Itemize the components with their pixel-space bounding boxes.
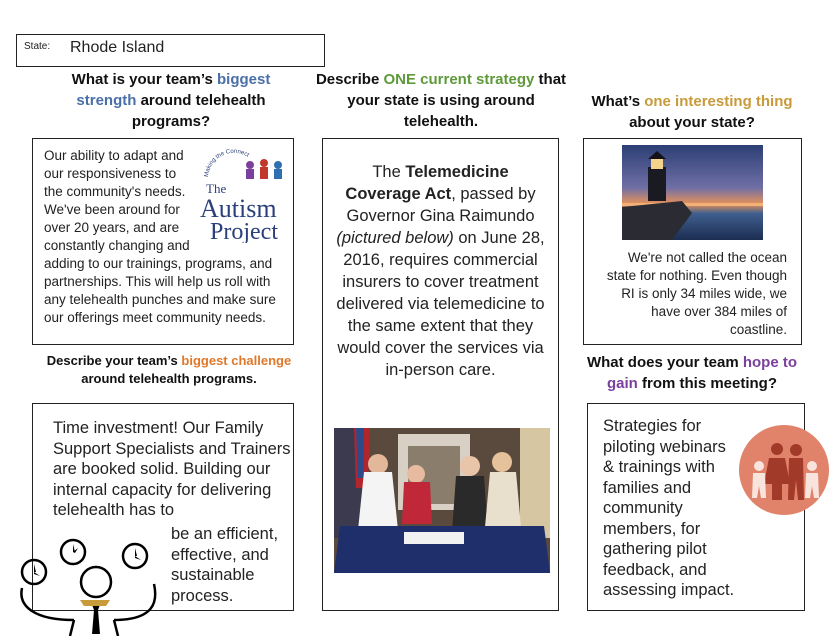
strength-box: [32, 138, 294, 345]
strategy-bold: Telemedicine Coverage Act: [345, 163, 509, 203]
state-value: Rhode Island: [70, 39, 165, 56]
clock-juggler-illustration: [14, 536, 162, 636]
strategy-body: The Telemedicine Coverage Act, passed by Governor Gina Raimundo (pictured below) on June 28, 2016, requires commercial insurers to cover treatment delivered via telemedicine to the same extent that they would cover the services via in-person care.: [336, 163, 545, 379]
interesting-box: [583, 138, 802, 345]
logo-line3: Project: [210, 219, 278, 243]
strategy-heading: Describe ONE current strategy that your state is using around telehealth.: [315, 71, 567, 130]
autism-project-logo: [196, 147, 292, 243]
hope-body: Strategies for piloting webinars & trainings with families and community members, for gathering pilot feedback, and assessing impact.: [603, 417, 735, 599]
challenge-body-top: Time investment! Our Family Support Specialists and Trainers are booked solid. Building our internal capacity for delivering telehealth has to: [53, 419, 291, 519]
hope-heading: What does your team hope to gain from this meeting?: [586, 354, 797, 392]
challenge-body-bottom: be an efficient, effective, and sustainable process.: [171, 525, 279, 605]
svg-text:Making the Connection: [196, 147, 250, 177]
state-box: [16, 34, 325, 67]
challenge-heading: Describe your team’s biggest challenge around telehealth programs.: [46, 353, 292, 386]
lighthouse-photo: [622, 145, 763, 240]
bill-signing-photo: [334, 428, 550, 573]
strategy-italic: (pictured below): [336, 229, 454, 247]
interesting-heading: What’s one interesting thing about your state?: [591, 93, 793, 131]
logo-line1: The: [206, 181, 227, 196]
strength-heading: What is your team’s biggest strength around telehealth programs?: [71, 71, 271, 130]
strength-text: Our ability to adapt and our responsiveness to the community's needs. We've been around for over 20 years, and are constantly changing and adding to our trainings, programs, and partnerships. This will help us roll with any telehealth punches and make sure our offerings meet community needs.: [44, 148, 276, 325]
state-label: State:: [24, 41, 51, 52]
logo-graphic: [196, 147, 292, 243]
logo-arc-text: Making the Connect: [203, 148, 250, 178]
strategy-box: [322, 138, 559, 611]
logo-line2: Autism: [200, 194, 277, 223]
strength-body: [44, 147, 284, 327]
interesting-body: We're not called the ocean state for nothing. Even though RI is only 34 miles wide, we have over 384 miles of coastline.: [606, 250, 787, 337]
family-icon: [738, 424, 830, 516]
